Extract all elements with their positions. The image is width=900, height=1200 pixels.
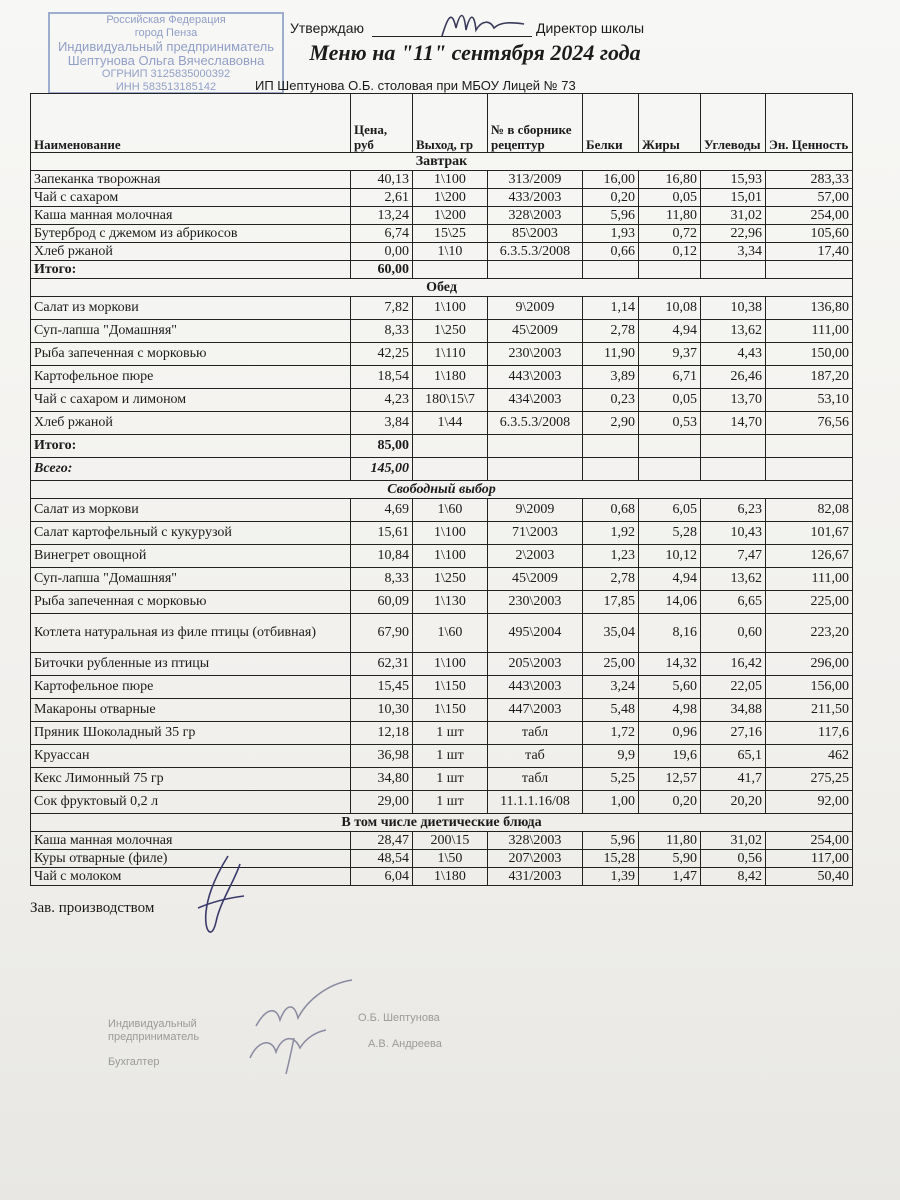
column-header: Цена, руб: [351, 94, 413, 153]
energy-value: 187,20: [766, 366, 853, 389]
carbohydrates: 31,02: [701, 832, 766, 850]
carbohydrates: 20,20: [701, 791, 766, 814]
dish-name: Куры отварные (филе): [31, 850, 351, 868]
carbohydrates: 13,62: [701, 320, 766, 343]
table-row: [31, 171, 853, 189]
proteins: 1,00: [583, 791, 639, 814]
dish-name: Хлеб ржаной: [31, 243, 351, 261]
dish-name: Салат картофельный с кукурузой: [31, 522, 351, 545]
portion: 1\100: [413, 545, 488, 568]
fats: 6,05: [639, 499, 701, 522]
director-label: Директор школы: [536, 20, 645, 36]
dish-name: Чай с молоком: [31, 868, 351, 886]
carbohydrates: 6,65: [701, 591, 766, 614]
grand-total-value: 145,00: [351, 458, 413, 481]
portion: 1\60: [413, 499, 488, 522]
column-header: Жиры: [639, 94, 701, 153]
price: 15,45: [351, 676, 413, 699]
dish-name: Запеканка творожная: [31, 171, 351, 189]
dish-name: Картофельное пюре: [31, 676, 351, 699]
portion: 1\200: [413, 207, 488, 225]
recipe-number: 443\2003: [488, 366, 583, 389]
section-diet: [31, 814, 853, 832]
grand-total-row: [31, 458, 853, 481]
portion: 1\100: [413, 522, 488, 545]
price: 12,18: [351, 722, 413, 745]
grand-total-label: Всего:: [31, 458, 351, 481]
price: 3,84: [351, 412, 413, 435]
table-row: [31, 653, 853, 676]
portion: 1 шт: [413, 745, 488, 768]
fats: 10,12: [639, 545, 701, 568]
energy-value: 105,60: [766, 225, 853, 243]
proteins: 16,00: [583, 171, 639, 189]
proteins: 1,92: [583, 522, 639, 545]
fats: 5,28: [639, 522, 701, 545]
energy-value: 82,08: [766, 499, 853, 522]
fats: 0,53: [639, 412, 701, 435]
energy-value: 225,00: [766, 591, 853, 614]
fats: 16,80: [639, 171, 701, 189]
proteins: 1,39: [583, 868, 639, 886]
proteins: 2,78: [583, 568, 639, 591]
price: 18,54: [351, 366, 413, 389]
price: 60,09: [351, 591, 413, 614]
recipe-number: 328\2003: [488, 832, 583, 850]
fats: 12,57: [639, 768, 701, 791]
fats: 6,71: [639, 366, 701, 389]
energy-value: 275,25: [766, 768, 853, 791]
section-title: В том числе диетические блюда: [31, 814, 853, 832]
energy-value: 53,10: [766, 389, 853, 412]
energy-value: 111,00: [766, 320, 853, 343]
price: 48,54: [351, 850, 413, 868]
menu-table: [30, 93, 853, 886]
recipe-number: 2\2003: [488, 545, 583, 568]
dish-name: Суп-лапша "Домашняя": [31, 568, 351, 591]
recipe-number: 9\2009: [488, 499, 583, 522]
proteins: 25,00: [583, 653, 639, 676]
lunch-total-row: [31, 435, 853, 458]
table-row: [31, 722, 853, 745]
fats: 4,94: [639, 320, 701, 343]
portion: 15\25: [413, 225, 488, 243]
recipe-number: 230\2003: [488, 343, 583, 366]
table-row: [31, 522, 853, 545]
portion: 1\130: [413, 591, 488, 614]
energy-value: 126,67: [766, 545, 853, 568]
dish-name: Биточки рубленные из птицы: [31, 653, 351, 676]
fats: 11,80: [639, 207, 701, 225]
energy-value: 111,00: [766, 568, 853, 591]
table-row: [31, 412, 853, 435]
energy-value: 117,6: [766, 722, 853, 745]
price: 4,23: [351, 389, 413, 412]
table-row: [31, 545, 853, 568]
carbohydrates: 4,43: [701, 343, 766, 366]
recipe-number: 328\2003: [488, 207, 583, 225]
portion: 1\100: [413, 297, 488, 320]
carbohydrates: 31,02: [701, 207, 766, 225]
recipe-number: 11.1.1.16/08: [488, 791, 583, 814]
portion: 1\50: [413, 850, 488, 868]
dish-name: Винегрет овощной: [31, 545, 351, 568]
proteins: 1,93: [583, 225, 639, 243]
energy-value: 223,20: [766, 614, 853, 653]
fats: 14,06: [639, 591, 701, 614]
dish-name: Пряник Шоколадный 35 гр: [31, 722, 351, 745]
energy-value: 283,33: [766, 171, 853, 189]
price: 13,24: [351, 207, 413, 225]
recipe-number: 313/2009: [488, 171, 583, 189]
proteins: 2,78: [583, 320, 639, 343]
energy-value: 76,56: [766, 412, 853, 435]
portion: 180\15\7: [413, 389, 488, 412]
table-row: [31, 366, 853, 389]
production-manager-label: Зав. производством: [30, 900, 155, 916]
portion: 1\180: [413, 868, 488, 886]
recipe-number: 6.3.5.3/2008: [488, 412, 583, 435]
proteins: 1,23: [583, 545, 639, 568]
carbohydrates: 34,88: [701, 699, 766, 722]
price: 15,61: [351, 522, 413, 545]
fats: 19,6: [639, 745, 701, 768]
energy-value: 50,40: [766, 868, 853, 886]
price: 8,33: [351, 568, 413, 591]
carbohydrates: 8,42: [701, 868, 766, 886]
price: 6,04: [351, 868, 413, 886]
table-row: [31, 850, 853, 868]
price: 67,90: [351, 614, 413, 653]
page-subtitle: ИП Шептунова О.Б. столовая при МБОУ Лицей № 73: [255, 78, 576, 93]
price: 34,80: [351, 768, 413, 791]
portion: 1\100: [413, 653, 488, 676]
table-row: [31, 832, 853, 850]
price: 42,25: [351, 343, 413, 366]
fats: 0,12: [639, 243, 701, 261]
recipe-number: 207\2003: [488, 850, 583, 868]
proteins: 0,20: [583, 189, 639, 207]
fats: 11,80: [639, 832, 701, 850]
dish-name: Чай с сахаром и лимоном: [31, 389, 351, 412]
carbohydrates: 3,34: [701, 243, 766, 261]
fats: 0,20: [639, 791, 701, 814]
fats: 5,60: [639, 676, 701, 699]
table-header: [31, 94, 853, 153]
director-signature-icon: [438, 6, 528, 42]
portion: 1\250: [413, 320, 488, 343]
table-row: [31, 676, 853, 699]
energy-value: 17,40: [766, 243, 853, 261]
carbohydrates: 65,1: [701, 745, 766, 768]
energy-value: 296,00: [766, 653, 853, 676]
dish-name: Рыба запеченная с морковью: [31, 343, 351, 366]
proteins: 15,28: [583, 850, 639, 868]
fats: 4,94: [639, 568, 701, 591]
dish-name: Салат из моркови: [31, 297, 351, 320]
carbohydrates: 0,56: [701, 850, 766, 868]
recipe-number: 45\2009: [488, 320, 583, 343]
proteins: 3,89: [583, 366, 639, 389]
recipe-number: 447\2003: [488, 699, 583, 722]
column-header: Белки: [583, 94, 639, 153]
energy-value: 150,00: [766, 343, 853, 366]
dish-name: Круассан: [31, 745, 351, 768]
price: 8,33: [351, 320, 413, 343]
recipe-number: 85\2003: [488, 225, 583, 243]
dish-name: Бутерброд с джемом из абрикосов: [31, 225, 351, 243]
portion: 1\44: [413, 412, 488, 435]
portion: 200\15: [413, 832, 488, 850]
dish-name: Хлеб ржаной: [31, 412, 351, 435]
carbohydrates: 22,05: [701, 676, 766, 699]
price: 10,84: [351, 545, 413, 568]
dish-name: Макароны отварные: [31, 699, 351, 722]
section-breakfast: [31, 153, 853, 171]
carbohydrates: 16,42: [701, 653, 766, 676]
carbohydrates: 0,60: [701, 614, 766, 653]
price: 2,61: [351, 189, 413, 207]
stamp-line: Российская Федерация: [106, 14, 226, 26]
portion: 1\250: [413, 568, 488, 591]
dish-name: Рыба запеченная с морковью: [31, 591, 351, 614]
portion: 1 шт: [413, 791, 488, 814]
carbohydrates: 22,96: [701, 225, 766, 243]
ip-name: О.Б. Шептунова: [358, 1012, 440, 1024]
energy-value: 254,00: [766, 832, 853, 850]
energy-value: 462: [766, 745, 853, 768]
proteins: 5,96: [583, 207, 639, 225]
column-header: Выход, гр: [413, 94, 488, 153]
stamp-line: ОГРНИП 3125835000392: [101, 68, 231, 80]
energy-value: 211,50: [766, 699, 853, 722]
table-row: [31, 389, 853, 412]
stamp-line: ИНН 583513185142: [115, 81, 217, 93]
dish-name: Каша манная молочная: [31, 832, 351, 850]
total-label: Итого:: [31, 261, 351, 279]
carbohydrates: 15,01: [701, 189, 766, 207]
price: 4,69: [351, 499, 413, 522]
energy-value: 117,00: [766, 850, 853, 868]
price: 7,82: [351, 297, 413, 320]
footer-signatures-icon: [236, 978, 366, 1078]
recipe-number: таб: [488, 745, 583, 768]
production-signature-icon: [188, 852, 248, 944]
fats: 8,16: [639, 614, 701, 653]
proteins: 0,23: [583, 389, 639, 412]
table-row: [31, 868, 853, 886]
table-row: [31, 189, 853, 207]
proteins: 11,90: [583, 343, 639, 366]
energy-value: 101,67: [766, 522, 853, 545]
section-title: Обед: [31, 279, 853, 297]
carbohydrates: 41,7: [701, 768, 766, 791]
portion: 1 шт: [413, 722, 488, 745]
fats: 1,47: [639, 868, 701, 886]
column-header: № в сборнике рецептур: [488, 94, 583, 153]
column-header: Углеводы: [701, 94, 766, 153]
accountant-label: Бухгалтер: [108, 1056, 160, 1068]
portion: 1\10: [413, 243, 488, 261]
fats: 14,32: [639, 653, 701, 676]
proteins: 35,04: [583, 614, 639, 653]
portion: 1\150: [413, 699, 488, 722]
carbohydrates: 26,46: [701, 366, 766, 389]
total-value: 60,00: [351, 261, 413, 279]
table-row: [31, 745, 853, 768]
table-row: [31, 499, 853, 522]
energy-value: 136,80: [766, 297, 853, 320]
section-title: Завтрак: [31, 153, 853, 171]
total-value: 85,00: [351, 435, 413, 458]
recipe-number: 205\2003: [488, 653, 583, 676]
recipe-number: 433/2003: [488, 189, 583, 207]
proteins: 5,96: [583, 832, 639, 850]
price: 28,47: [351, 832, 413, 850]
portion: 1\200: [413, 189, 488, 207]
recipe-number: 443\2003: [488, 676, 583, 699]
recipe-number: 431/2003: [488, 868, 583, 886]
energy-value: 254,00: [766, 207, 853, 225]
proteins: 5,25: [583, 768, 639, 791]
total-label: Итого:: [31, 435, 351, 458]
portion: 1\180: [413, 366, 488, 389]
dish-name: Каша манная молочная: [31, 207, 351, 225]
column-header: Эн. Ценность: [766, 94, 853, 153]
recipe-number: табл: [488, 768, 583, 791]
fats: 5,90: [639, 850, 701, 868]
proteins: 0,68: [583, 499, 639, 522]
carbohydrates: 27,16: [701, 722, 766, 745]
proteins: 1,14: [583, 297, 639, 320]
energy-value: 156,00: [766, 676, 853, 699]
dish-name: Картофельное пюре: [31, 366, 351, 389]
table-row: [31, 320, 853, 343]
energy-value: 57,00: [766, 189, 853, 207]
portion: 1 шт: [413, 768, 488, 791]
accountant-name: А.В. Андреева: [368, 1038, 442, 1050]
table-row: [31, 225, 853, 243]
breakfast-total-row: [31, 261, 853, 279]
carbohydrates: 6,23: [701, 499, 766, 522]
proteins: 5,48: [583, 699, 639, 722]
table-row: [31, 297, 853, 320]
recipe-number: 9\2009: [488, 297, 583, 320]
price: 40,13: [351, 171, 413, 189]
fats: 10,08: [639, 297, 701, 320]
fats: 4,98: [639, 699, 701, 722]
organization-stamp: [48, 12, 284, 94]
recipe-number: 71\2003: [488, 522, 583, 545]
recipe-number: 434\2003: [488, 389, 583, 412]
price: 0,00: [351, 243, 413, 261]
approve-label: Утверждаю: [290, 20, 364, 36]
table-row: [31, 614, 853, 653]
portion: 1\100: [413, 171, 488, 189]
table-row: [31, 243, 853, 261]
table-row: [31, 791, 853, 814]
carbohydrates: 13,70: [701, 389, 766, 412]
carbohydrates: 15,93: [701, 171, 766, 189]
portion: 1\150: [413, 676, 488, 699]
portion: 1\60: [413, 614, 488, 653]
price: 36,98: [351, 745, 413, 768]
carbohydrates: 7,47: [701, 545, 766, 568]
price: 10,30: [351, 699, 413, 722]
table-row: [31, 768, 853, 791]
stamp-line: Индивидуальный предприниматель: [57, 39, 275, 54]
dish-name: Котлета натуральная из филе птицы (отбивная): [31, 614, 351, 653]
dish-name: Чай с сахаром: [31, 189, 351, 207]
table-row: [31, 207, 853, 225]
portion: 1\110: [413, 343, 488, 366]
price: 29,00: [351, 791, 413, 814]
recipe-number: табл: [488, 722, 583, 745]
recipe-number: 495\2004: [488, 614, 583, 653]
energy-value: 92,00: [766, 791, 853, 814]
section-lunch: [31, 279, 853, 297]
dish-name: Салат из моркови: [31, 499, 351, 522]
stamp-line: Шептунова Ольга Вячеславовна: [67, 53, 265, 68]
table-row: [31, 343, 853, 366]
proteins: 3,24: [583, 676, 639, 699]
price: 62,31: [351, 653, 413, 676]
ip-label: Индивидуальный: [108, 1018, 197, 1030]
proteins: 2,90: [583, 412, 639, 435]
table-row: [31, 591, 853, 614]
proteins: 9,9: [583, 745, 639, 768]
fats: 0,72: [639, 225, 701, 243]
table-row: [31, 568, 853, 591]
carbohydrates: 10,43: [701, 522, 766, 545]
fats: 0,05: [639, 189, 701, 207]
recipe-number: 230\2003: [488, 591, 583, 614]
table-row: [31, 699, 853, 722]
fats: 9,37: [639, 343, 701, 366]
recipe-number: 6.3.5.3/2008: [488, 243, 583, 261]
dish-name: Сок фруктовый 0,2 л: [31, 791, 351, 814]
carbohydrates: 14,70: [701, 412, 766, 435]
proteins: 0,66: [583, 243, 639, 261]
price: 6,74: [351, 225, 413, 243]
ip-label: предприниматель: [108, 1031, 200, 1043]
fats: 0,96: [639, 722, 701, 745]
fats: 0,05: [639, 389, 701, 412]
proteins: 17,85: [583, 591, 639, 614]
dish-name: Кекс Лимонный 75 гр: [31, 768, 351, 791]
recipe-number: 45\2009: [488, 568, 583, 591]
proteins: 1,72: [583, 722, 639, 745]
page-title: Меню на "11" сентября 2024 года: [309, 40, 641, 65]
stamp-line: город Пенза: [134, 27, 198, 39]
section-title: Свободный выбор: [31, 481, 853, 499]
carbohydrates: 13,62: [701, 568, 766, 591]
column-header: Наименование: [31, 94, 351, 153]
dish-name: Суп-лапша "Домашняя": [31, 320, 351, 343]
carbohydrates: 10,38: [701, 297, 766, 320]
section-free-choice: [31, 481, 853, 499]
